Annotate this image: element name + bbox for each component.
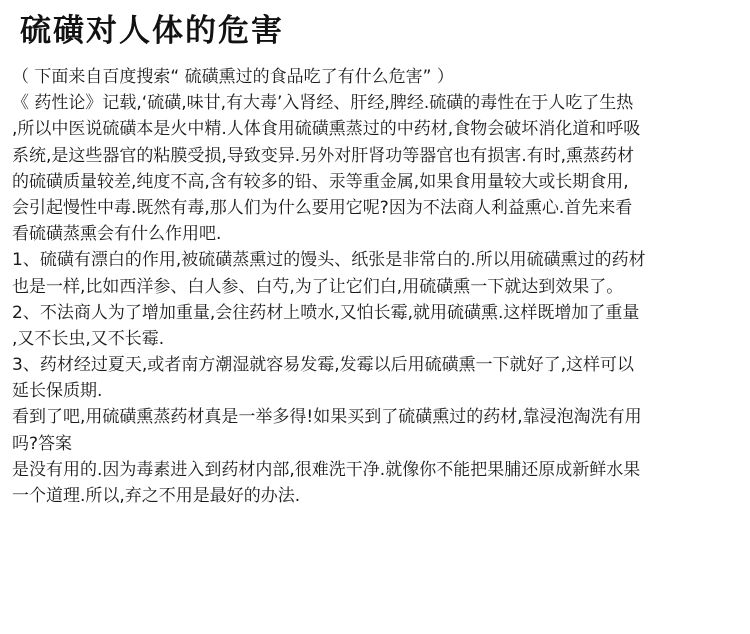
source-note: （ 下面来自百度搜索“ 硫磺熏过的食品吃了有什么危害” ） — [12, 67, 454, 87]
list-item-1-line: 也是一样,比如西洋参、白人参、白芍,为了让它们白,用硫磺熏一下就达到效果了。 — [12, 276, 624, 297]
list-item-2-line: ,又不长虫,又不长霉. — [12, 328, 165, 349]
conclusion-line: 看到了吧,用硫磺熏蒸药材真是一举多得!如果买到了硫磺熏过的药材,靠浸泡淘洗有用 — [12, 407, 642, 428]
paragraph-line: ,所以中医说硫磺本是火中精.人体食用硫磺熏蒸过的中药材,食物会破坏消化道和呼吸 — [12, 119, 641, 140]
paragraph-line: 《 药性论》记载,‘硫磺,味甘,有大毒’入肾经、肝经,脾经.硫磺的毒性在于人吃了生热 — [12, 93, 634, 114]
article-body — [12, 64, 744, 509]
list-item-3-line: 延长保质期. — [12, 381, 103, 402]
conclusion-line: 一个道理.所以,弃之不用是最好的办法. — [12, 486, 301, 506]
conclusion-line: 是没有用的.因为毒素进入到药材内部,很难洗干净.就像你不能把果脯还原成新鲜水果 — [12, 459, 641, 480]
list-item-3-line: 3、药材经过夏天,或者南方潮湿就容易发霉,发霉以后用硫磺熏一下就好了,这样可以 — [12, 355, 635, 376]
conclusion-line: 吗?答案 — [12, 433, 73, 454]
page-title: 硫磺对人体的危害 — [20, 13, 284, 49]
paragraph-line: 的硫磺质量较差,纯度不高,含有较多的铅、汞等重金属,如果食用量较大或长期食用, — [12, 171, 629, 192]
list-item-2-line: 2、不法商人为了增加重量,会往药材上喷水,又怕长霉,就用硫磺熏.这样既增加了重量 — [12, 302, 640, 323]
list-item-1-line: 1、硫磺有漂白的作用,被硫磺蒸熏过的馒头、纸张是非常白的.所以用硫磺熏过的药材 — [12, 250, 646, 271]
paragraph-line: 会引起慢性中毒.既然有毒,那人们为什么要用它呢?因为不法商人利益熏心.首先来看 — [12, 197, 633, 218]
paragraph-line: 系统,是这些器官的粘膜受损,导致变异.另外对肝肾功等器官也有损害.有时,熏蒸药材 — [12, 145, 635, 166]
paragraph-line: 看硫磺蒸熏会有什么作用吧. — [12, 224, 222, 245]
